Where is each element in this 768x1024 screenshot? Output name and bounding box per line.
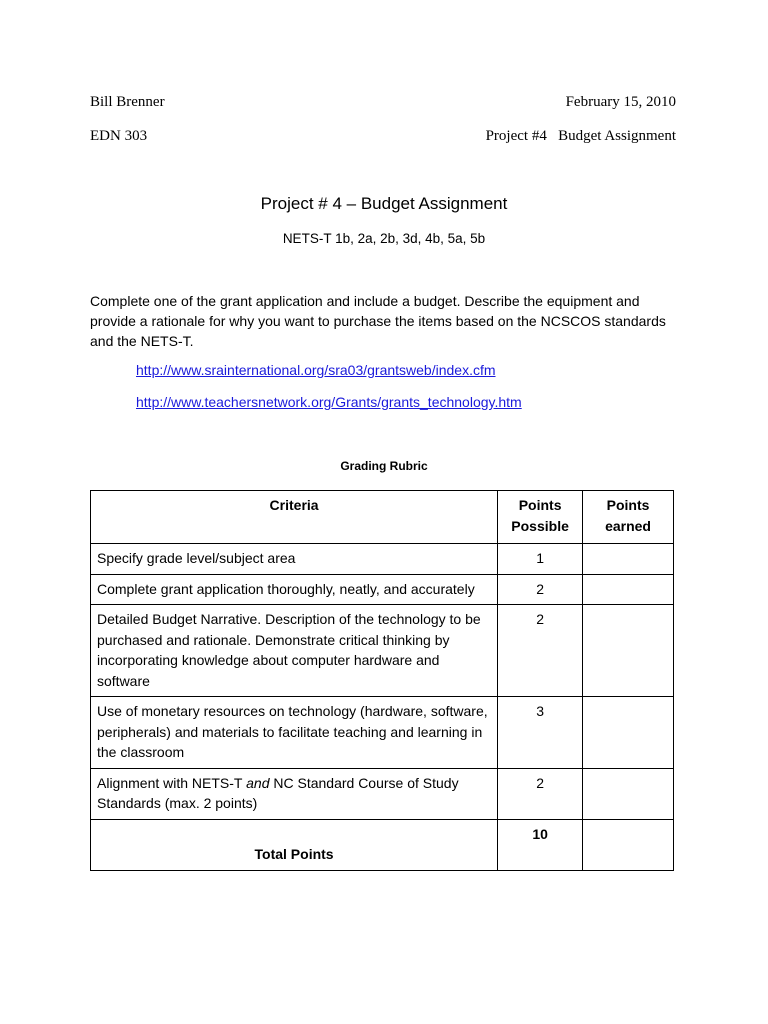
points-possible-cell: 2 [498,605,583,697]
page-title: Project # 4 – Budget Assignment [260,194,508,213]
rubric-title: Grading Rubric [340,459,428,473]
assignment-description: Complete one of the grant application and include a budget. Describe the equipment and provide a rationale for why you want to purchase the items based on the NCSCOS standards and the NETS-T. [90,293,666,349]
project-label: Project #4 Budget Assignment [485,128,676,144]
course-code: EDN 303 [90,128,148,144]
criteria-cell: Specify grade level/subject area [91,544,498,575]
alignment-text-end: NC Standard Course of Study Standards (max. 2 points) [97,774,459,811]
header-points-possible: Points Possible [498,491,583,544]
total-row [91,819,674,870]
criteria-cell: Use of monetary resources on technology (hardware, software, peripherals) and materials to facilitate teaching and learning in the classroom [91,697,498,769]
link-srainternational[interactable]: http://www.srainternational.org/sra03/grantsweb/index.cfm [136,362,496,378]
table-header-row [91,491,674,544]
points-earned-cell[interactable] [583,768,674,819]
author-name: Bill Brenner [90,94,165,110]
table-row [91,574,674,605]
header-criteria: Criteria [91,491,498,544]
header-points-earned: Points earned [583,491,674,544]
table-row [91,768,674,819]
points-earned-cell[interactable] [583,605,674,697]
criteria-cell: Detailed Budget Narrative. Description of the technology to be purchased and rationale. Demonstrate critical thinking by incorporating knowledge about computer hardware and software [91,605,498,697]
points-possible-cell: 2 [498,574,583,605]
points-earned-cell[interactable] [583,697,674,769]
table-row [91,544,674,575]
total-points-value: 10 [498,819,583,870]
alignment-text-start: Alignment with NETS-T [97,774,247,791]
grading-rubric-table [90,490,674,871]
criteria-cell: Complete grant application thoroughly, neatly, and accurately [91,574,498,605]
criteria-cell [91,768,498,819]
total-points-label: Total Points [91,819,498,870]
points-earned-cell[interactable] [583,544,674,575]
table-row [91,697,674,769]
points-possible-cell: 1 [498,544,583,575]
standards-line: NETS-T 1b, 2a, 2b, 3d, 4b, 5a, 5b [282,231,486,246]
alignment-emphasis: and [246,774,270,791]
points-possible-cell: 3 [498,697,583,769]
points-possible-cell: 2 [498,768,583,819]
total-points-earned-cell[interactable] [583,819,674,870]
link-teachersnetwork[interactable]: http://www.teachersnetwork.org/Grants/grants_technology.htm [136,394,522,410]
table-row [91,605,674,697]
points-earned-cell[interactable] [583,574,674,605]
document-date: February 15, 2010 [565,94,676,110]
